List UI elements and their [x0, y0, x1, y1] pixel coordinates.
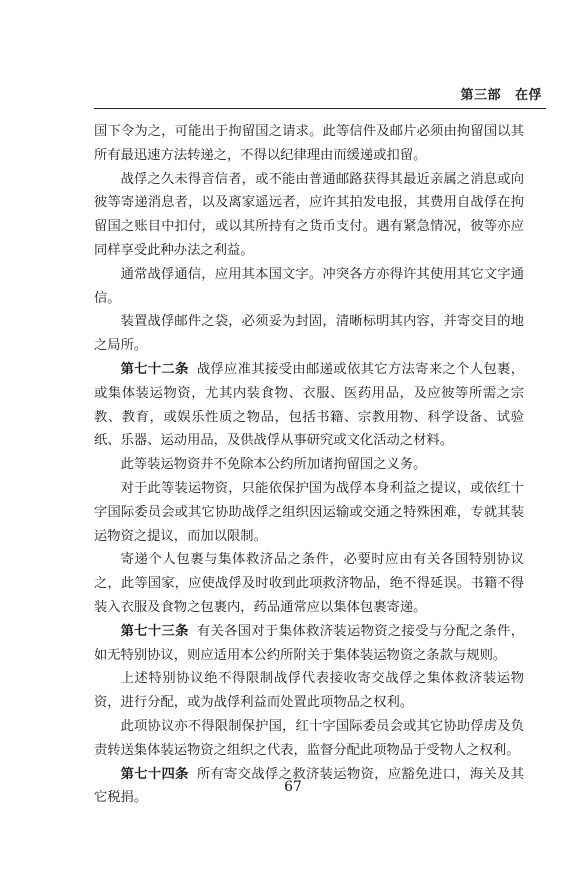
paragraph	[94, 263, 524, 311]
paragraph-article-72	[94, 358, 524, 453]
paragraph-text: 此等装运物资并不免除本公约所加诸拘留国之义务。	[120, 457, 427, 473]
paragraph	[94, 310, 524, 358]
paragraph-text: 有关各国对于集体救济装运物资之接受与分配之条件，如无特别协议，则应适用本公约所附关于集体装运物资之条款与规则。	[94, 623, 524, 663]
paragraph	[94, 168, 524, 263]
paragraph-text: 此项协议亦不得限制保护国，红十字国际委员会或其它协助俘虏及负责转送集体装运物资之组织之代表，监督分配此项物品于受物人之权利。	[94, 718, 524, 758]
paragraph-text: 所有寄交战俘之救济装运物资，应豁免进口，海关及其它税捐。	[94, 766, 524, 806]
paragraph	[94, 453, 524, 477]
article-number: 第七十三条	[120, 623, 189, 639]
page-body	[94, 120, 524, 810]
paragraph-text: 上述特别协议绝不得限制战俘代表接收寄交战俘之集体救济装运物资，进行分配，或为战俘利益而处置此项物品之权利。	[94, 671, 524, 711]
paragraph-text: 通常战俘通信，应用其本国文字。冲突各方亦得许其使用其它文字通信。	[94, 266, 524, 306]
running-head-section: 在俘	[514, 88, 542, 103]
page-number: 67	[284, 779, 302, 795]
running-head	[460, 84, 542, 103]
running-head-part: 第三部	[460, 88, 501, 103]
paragraph-text: 装置战俘邮件之袋，必须妥为封固，清晰标明其内容，并寄交目的地之局所。	[94, 314, 524, 354]
paragraph-text: 战俘应准其接受由邮递或依其它方法寄来之个人包裹，或集体装运物资，尤其内装食物、衣服、医药用品，及应彼等所需之宗教、教育，或娱乐性质之物品，包括书籍、宗教用物、科学设备、试验纸、乐器、运动用品，及供战俘从事研究或文化活动之材料。	[94, 361, 524, 449]
article-number: 第七十二条	[120, 361, 189, 377]
header-rule	[94, 108, 546, 109]
paragraph	[94, 667, 524, 715]
paragraph-text: 寄递个人包裹与集体救济品之条件，必要时应由有关各国特别协议之，此等国家，应使战俘及时收到此项救济物品，绝不得延误。书籍不得装入衣服及食物之包裹内，药品通常应以集体包裹寄递。	[94, 552, 524, 615]
paragraph-text: 战俘之久未得音信者，或不能由普通邮路获得其最近亲属之消息或向彼等寄递消息者，以及离家遥远者，应许其拍发电报，其费用自战俘在拘留国之账目中扣付，或以其所持有之货币支付。遇有紧急情况，彼等亦应同样享受此种办法之利益。	[94, 171, 524, 258]
paragraph	[94, 120, 524, 168]
paragraph	[94, 477, 524, 548]
paragraph-text: 对于此等装运物资，只能依保护国为战俘本身利益之提议，或依红十字国际委员会或其它协助战俘之组织因运输或交通之特殊困难，专就其装运物资之提议，而加以限制。	[94, 480, 524, 544]
paragraph	[94, 715, 524, 763]
article-number: 第七十四条	[120, 766, 189, 782]
paragraph-text: 国下令为之，可能出于拘留国之请求。此等信件及邮片必须由拘留国以其所有最迅速方法转递之，不得以纪律理由而缓递或扣留。	[94, 124, 524, 163]
paragraph-article-73	[94, 620, 524, 668]
paragraph	[94, 548, 524, 619]
